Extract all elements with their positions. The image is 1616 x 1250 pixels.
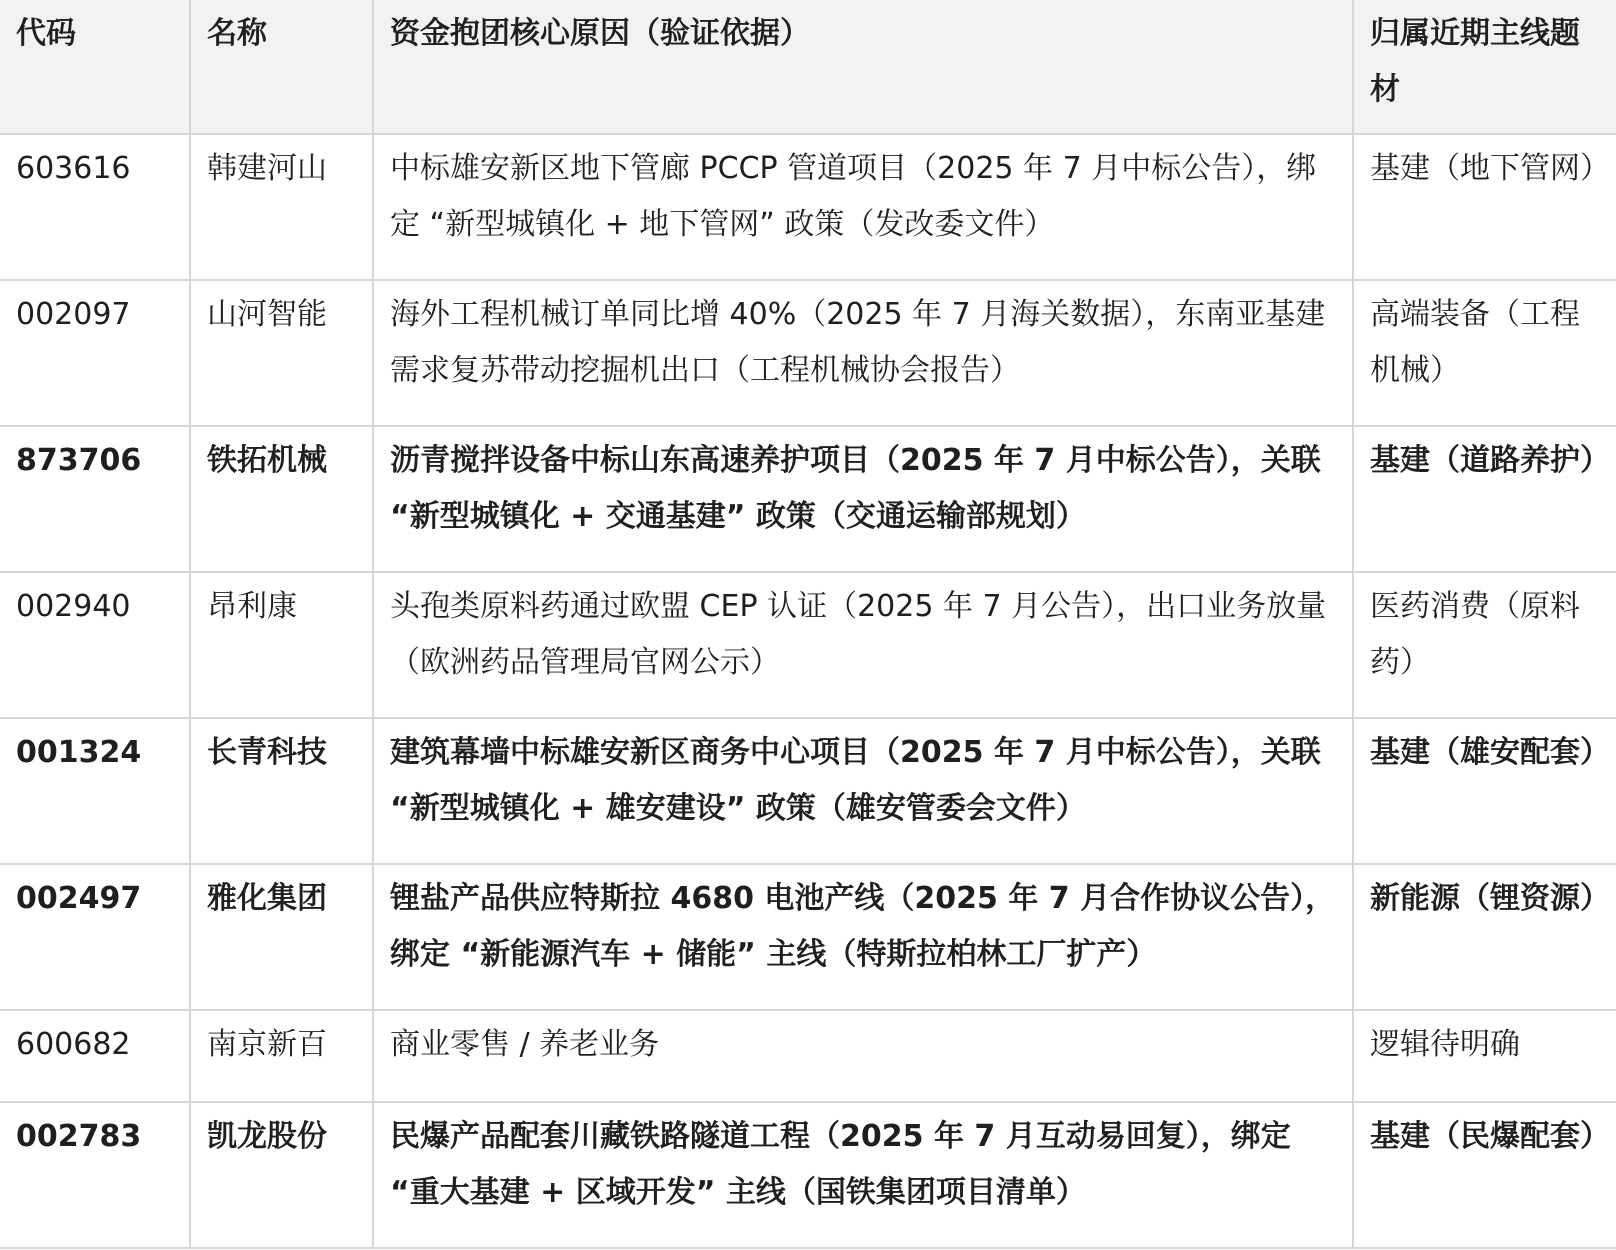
- table-body: [0, 134, 1616, 1248]
- table-row: [0, 572, 1616, 718]
- cell-theme: 基建（民爆配套）: [1353, 1102, 1616, 1248]
- header-row: [0, 0, 1616, 134]
- cell-name: 雅化集团: [190, 864, 373, 1010]
- table-row: [0, 280, 1616, 426]
- cell-code: 002940: [0, 572, 190, 718]
- cell-name: 南京新百: [190, 1010, 373, 1102]
- cell-code: 002783: [0, 1102, 190, 1248]
- cell-theme: 新能源（锂资源）: [1353, 864, 1616, 1010]
- table-row: [0, 1102, 1616, 1248]
- cell-code: 600682: [0, 1010, 190, 1102]
- cell-code: 603616: [0, 134, 190, 280]
- cell-theme: 医药消费（原料药）: [1353, 572, 1616, 718]
- header-name: 名称: [190, 0, 373, 134]
- cell-theme: 逻辑待明确: [1353, 1010, 1616, 1102]
- cell-name: 长青科技: [190, 718, 373, 864]
- cell-reason: 商业零售 / 养老业务: [373, 1010, 1353, 1102]
- cell-reason: 海外工程机械订单同比增 40%（2025 年 7 月海关数据），东南亚基建需求复苏带动挖掘机出口（工程机械协会报告）: [373, 280, 1353, 426]
- cell-code: 873706: [0, 426, 190, 572]
- table-row: [0, 426, 1616, 572]
- header-reason: 资金抱团核心原因（验证依据）: [373, 0, 1353, 134]
- cell-reason: 头孢类原料药通过欧盟 CEP 认证（2025 年 7 月公告），出口业务放量（欧洲药品管理局官网公示）: [373, 572, 1353, 718]
- cell-reason: 中标雄安新区地下管廊 PCCP 管道项目（2025 年 7 月中标公告），绑定 “新型城镇化 + 地下管网” 政策（发改委文件）: [373, 134, 1353, 280]
- cell-name: 山河智能: [190, 280, 373, 426]
- cell-theme: 基建（道路养护）: [1353, 426, 1616, 572]
- header-code: 代码: [0, 0, 190, 134]
- cell-name: 凯龙股份: [190, 1102, 373, 1248]
- cell-theme: 高端装备（工程机械）: [1353, 280, 1616, 426]
- cell-reason: 民爆产品配套川藏铁路隧道工程（2025 年 7 月互动易回复），绑定 “重大基建 + 区域开发” 主线（国铁集团项目清单）: [373, 1102, 1353, 1248]
- cell-reason: 沥青搅拌设备中标山东高速养护项目（2025 年 7 月中标公告），关联 “新型城镇化 + 交通基建” 政策（交通运输部规划）: [373, 426, 1353, 572]
- cell-name: 铁拓机械: [190, 426, 373, 572]
- cell-theme: 基建（地下管网）: [1353, 134, 1616, 280]
- cell-code: 002497: [0, 864, 190, 1010]
- cell-code: 002097: [0, 280, 190, 426]
- header-theme: 归属近期主线题材: [1353, 0, 1616, 134]
- cell-name: 昂利康: [190, 572, 373, 718]
- cell-reason: 建筑幕墙中标雄安新区商务中心项目（2025 年 7 月中标公告），关联 “新型城镇化 + 雄安建设” 政策（雄安管委会文件）: [373, 718, 1353, 864]
- cell-code: 001324: [0, 718, 190, 864]
- cell-name: 韩建河山: [190, 134, 373, 280]
- table-row: [0, 134, 1616, 280]
- table-row: [0, 718, 1616, 864]
- cell-theme: 基建（雄安配套）: [1353, 718, 1616, 864]
- cell-reason: 锂盐产品供应特斯拉 4680 电池产线（2025 年 7 月合作协议公告），绑定 “新能源汽车 + 储能” 主线（特斯拉柏林工厂扩产）: [373, 864, 1353, 1010]
- table-row: [0, 864, 1616, 1010]
- table-header: [0, 0, 1616, 134]
- table-row: [0, 1010, 1616, 1102]
